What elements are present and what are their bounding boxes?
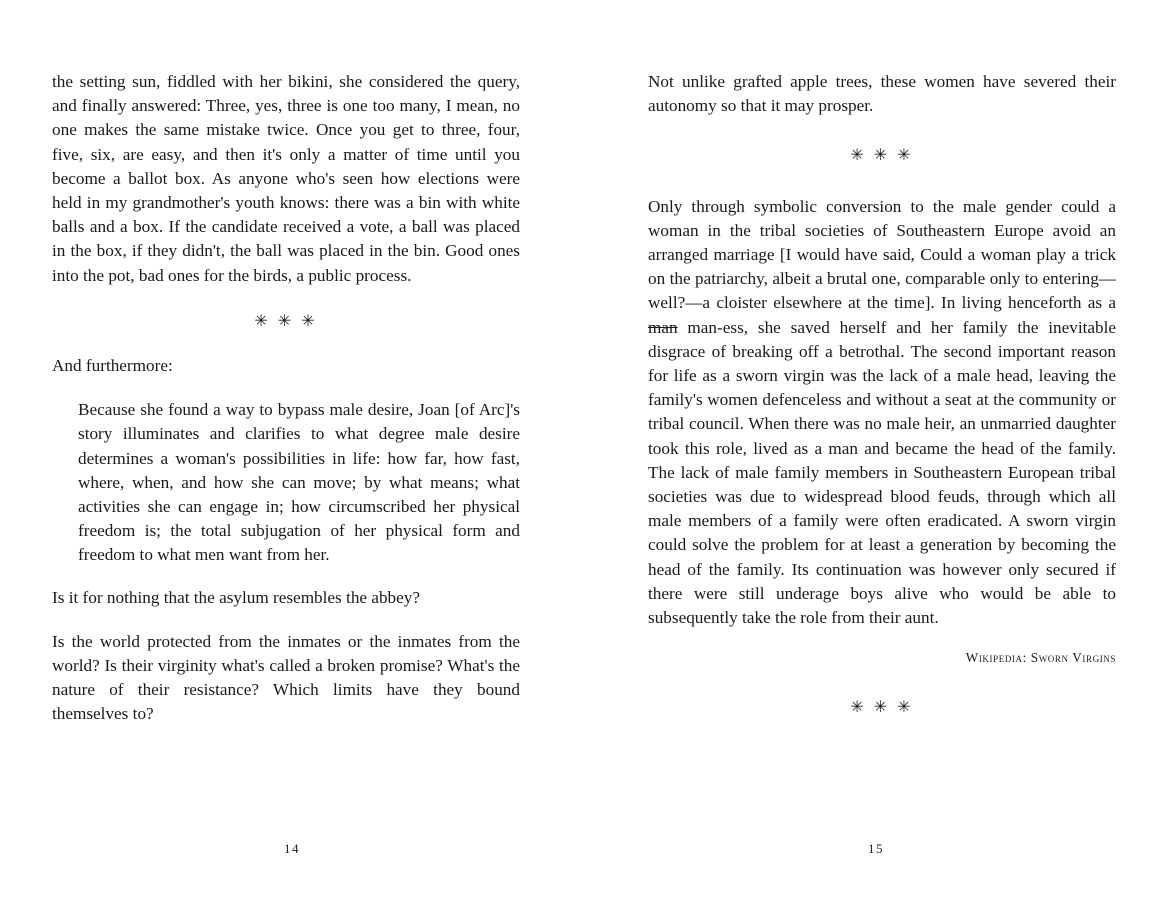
page-number: 14 (284, 841, 300, 856)
section-divider: ✳ ✳ ✳ (254, 312, 318, 330)
paragraph: Is it for nothing that the asylum resembles the abbey? (52, 587, 421, 607)
page-number: 15 (868, 841, 884, 856)
paragraph: the setting sun, fiddled with her bikini, she considered the query, and finally answered: Three, yes, three is one too many, I mean, no one makes the same mistake twice. Once you get to three, four, five, six, are easy, and then it's only a matter of time until you become a ballot box. As anyone who's seen how elections were held in my grandmother's youth knows: there was a bin with white balls and a box. If the candidate received a vote, a ball was placed in the box, if they didn't, the ball was placed in the bin. Good ones into the pot, bad ones for the birds, a public process. (52, 72, 520, 285)
right-page-text (648, 70, 1116, 721)
paragraph-part-one: Only through symbolic conversion to the male gender could a woman in the tribal societies of Southeastern Europe avoid an arranged marriage [I would have said, Could a woman play a trick on the patriarchy, albeit a brutal one, comparable only to entering—well?—a cloister elsewhere at the time]. In living henceforth as a (648, 196, 1116, 313)
paragraph-part-two: man-ess, she saved herself and her family the inevitable disgrace of breaking off a betrothal. The second important reason for life as a sworn virgin was the lack of a male head, leaving the family's women defenceless and without a seat at the community or tribal council. When there was no male heir, an unmarried daughter took this role, lived as a man and became the head of the family. The lack of male family members in Southeastern European tribal societies was due to widespread blood feuds, through which all male members of a family were often eradicated. A sworn virgin could solve the problem for at least a generation by becoming the head of the family. Its continuation was however only secured if there were still underage boys alive who would be able to subsequently take the role from their aunt. (648, 317, 1116, 628)
right-page (584, 0, 1168, 903)
section-divider: ✳ ✳ ✳ (850, 699, 914, 717)
left-page-text (52, 70, 520, 727)
source-attribution: Wikipedia: Sworn Virgins (965, 650, 1116, 666)
section-divider: ✳ ✳ ✳ (850, 147, 914, 165)
paragraph: And furthermore: (52, 356, 173, 376)
main-paragraph (648, 195, 1116, 631)
block-quote: Because she found a way to bypass male desire, Joan [of Arc]'s story illuminates and clarifies to what degree male desire determines a woman's possibilities in life: how far, how fast, where, when, and how she can move; by what means; what activities she can engage in; how circumscribed her physical freedom is; the total subjugation of her physical form and freedom to what men want from her. (78, 400, 520, 565)
paragraph: Not unlike grafted apple trees, these women have severed their autonomy so that it may prosper. (648, 72, 1116, 116)
struck-word: man (648, 317, 678, 337)
paragraph: Is the world protected from the inmates or the inmates from the world? Is their virginity what's called a broken promise? What's the nature of their resistance? Which limits have they bound themselves to? (52, 631, 520, 724)
